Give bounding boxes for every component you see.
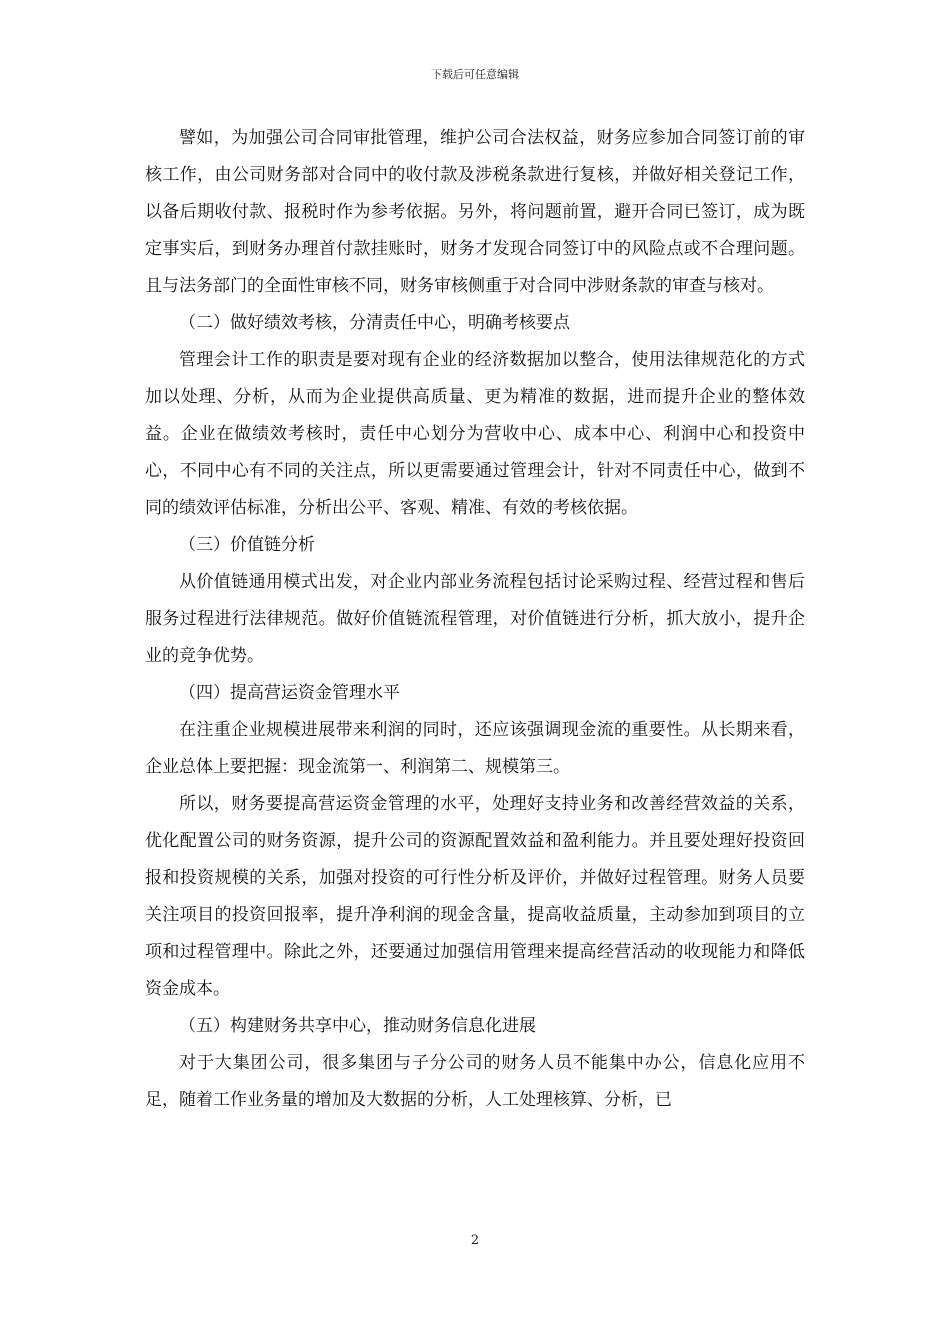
paragraph: 所以，财务要提高营运资金管理的水平，处理好支持业务和改善经营效益的关系，优化配置公司的财务资源，提升公司的资源配置效益和盈利能力。并且要处理好投资回报和投资规模的关系，加强对投资的可行性分析及评价，并做好过程管理。财务人员要关注项目的投资回报率，提升净利润的现金含量，提高收益质量，主动参加到项目的立项和过程管理中。除此之外，还要通过加强信用管理来提高经营活动的收现能力和降低资金成本。 xyxy=(145,794,805,999)
page-number: 2 xyxy=(470,1233,480,1248)
paragraph: 譬如，为加强公司合同审批管理，维护公司合法权益，财务应参加合同签订前的审核工作，由公司财务部对合同中的收付款及涉税条款进行复核，并做好相关登记工作，以备后期收付款、报税时作为参考依据。另外，将问题前置，避开合同已签订，成为既定事实后，到财务办理首付款挂账时，财务才发现合同签订中的风险点或不合理问题。且与法务部门的全面性审核不同，财务审核侧重于对合同中涉财条款的审查与核对。 xyxy=(145,128,805,296)
section-heading: （四）提高营运资金管理水平 xyxy=(179,683,400,703)
section-heading: （五）构建财务共享中心，推动财务信息化进展 xyxy=(179,1016,536,1036)
section-heading: （二）做好绩效考核，分清责任中心，明确考核要点 xyxy=(179,313,570,333)
paragraph: 从价值链通用模式出发，对企业内部业务流程包括讨论采购过程、经营过程和售后服务过程进行法律规范。做好价值链流程管理，对价值链进行分析，抓大放小，提升企业的竞争优势。 xyxy=(145,572,805,666)
document-body xyxy=(145,120,805,1119)
paragraph: 在注重企业规模进展带来利润的同时，还应该强调现金流的重要性。从长期来看，企业总体上要把握：现金流第一、利润第二、规模第三。 xyxy=(145,720,805,777)
paragraph: 对于大集团公司，很多集团与子分公司的财务人员不能集中办公，信息化应用不足，随着工作业务量的增加及大数据的分析，人工处理核算、分析，已 xyxy=(145,1053,805,1110)
page-header: 下载后可任意编辑 xyxy=(431,68,519,81)
paragraph: 管理会计工作的职责是要对现有企业的经济数据加以整合，使用法律规范化的方式加以处理、分析，从而为企业提供高质量、更为精准的数据，进而提升企业的整体效益。企业在做绩效考核时，责任中心划分为营收中心、成本中心、利润中心和投资中心，不同中心有不同的关注点，所以更需要通过管理会计，针对不同责任中心，做到不同的绩效评估标准，分析出公平、客观、精准、有效的考核依据。 xyxy=(145,350,805,518)
section-heading: （三）价值链分析 xyxy=(179,535,315,555)
